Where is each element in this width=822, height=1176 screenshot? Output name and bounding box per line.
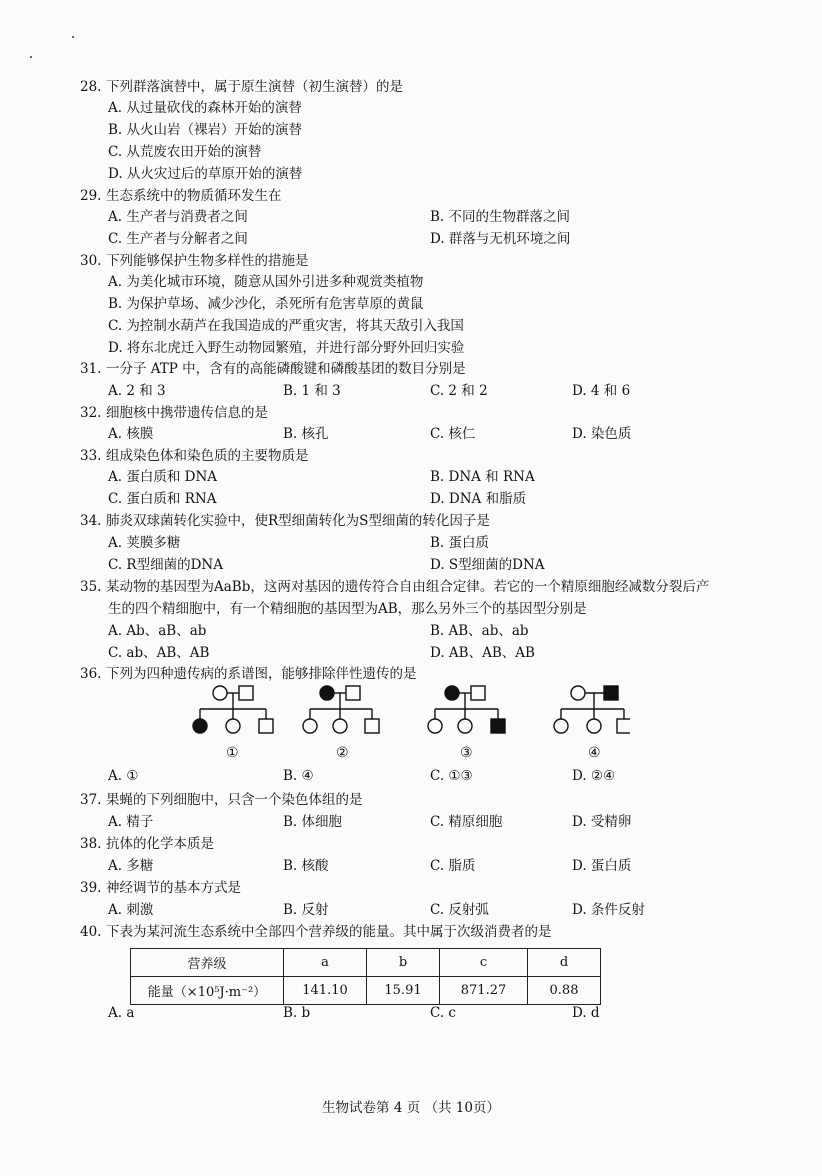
q36-option-d: D. ②④ <box>572 768 616 784</box>
q36-option-a: A. ① <box>108 768 139 784</box>
question-29: 29. 生态系统中的物质循环发生在 <box>80 188 282 204</box>
pedigree-1 <box>193 686 273 733</box>
pedigree-label-1: ① <box>226 745 239 761</box>
q33-option-b: B. DNA 和 RNA <box>430 469 535 485</box>
q33-option-d: D. DNA 和脂质 <box>430 491 527 507</box>
q32-option-d: D. 染色质 <box>572 426 632 442</box>
q34-option-d: D. S型细菌的DNA <box>430 557 545 573</box>
table-header-cell: a <box>284 949 367 977</box>
child-male-normal <box>259 719 273 733</box>
q38-option-c: C. 脂质 <box>430 858 476 874</box>
q38-option-d: D. 蛋白质 <box>572 858 632 874</box>
q31-option-b: B. 1 和 3 <box>283 383 341 399</box>
scan-speck <box>30 56 32 58</box>
child-female-normal <box>333 719 347 733</box>
energy-table <box>130 948 601 1005</box>
q36-option-c: C. ①③ <box>430 768 473 784</box>
child-female-normal <box>303 719 317 733</box>
question-32: 32. 细胞核中携带遗传信息的是 <box>80 405 268 421</box>
pedigree-4 <box>554 686 630 733</box>
q37-option-c: C. 精原细胞 <box>430 814 503 830</box>
q38-option-a: A. 多糖 <box>108 858 154 874</box>
table-row-label: 能量（×10⁵J·m⁻²） <box>131 977 284 1005</box>
q28-option-a: A. 从过量砍伐的森林开始的演替 <box>108 100 302 116</box>
question-35: 35. 某动物的基因型为AaBb，这两对基因的遗传符合自由组合定律。若它的一个精原细胞经减数分裂后产 <box>80 579 710 595</box>
table-header-cell: b <box>367 949 440 977</box>
question-33: 33. 组成染色体和染色质的主要物质是 <box>80 448 309 464</box>
q31-option-c: C. 2 和 2 <box>430 383 488 399</box>
child-female-affected <box>193 719 207 733</box>
question-36: 36. 下列为四种遗传病的系谱图，能够排除伴性遗传的是 <box>80 666 417 682</box>
child-female-normal <box>226 719 240 733</box>
q36-option-b: B. ④ <box>283 768 314 784</box>
table-header-cell: c <box>440 949 528 977</box>
q39-option-b: B. 反射 <box>283 902 329 918</box>
question-40: 40. 下表为某河流生态系统中全部四个营养级的能量。其中属于次级消费者的是 <box>80 924 552 940</box>
q39-option-a: A. 刺激 <box>108 902 154 918</box>
pedigree-label-2: ② <box>336 745 349 761</box>
q32-option-b: B. 核孔 <box>283 426 329 442</box>
q29-option-c: C. 生产者与分解者之间 <box>108 231 248 247</box>
table-header-row <box>131 949 601 977</box>
table-cell: 0.88 <box>528 977 601 1005</box>
pedigree-2 <box>303 686 379 733</box>
q33-option-c: C. 蛋白质和 RNA <box>108 491 217 507</box>
table-header-cell: 营养级 <box>131 949 284 977</box>
q29-option-a: A. 生产者与消费者之间 <box>108 209 248 225</box>
child-male-normal <box>617 719 630 733</box>
question-30: 30. 下列能够保护生物多样性的措施是 <box>80 253 309 269</box>
table-cell: 871.27 <box>440 977 528 1005</box>
table-header-cell: d <box>528 949 601 977</box>
q40-option-a: A. a <box>108 1005 135 1021</box>
parent-female-normal <box>213 686 227 700</box>
question-31: 31. 一分子 ATP 中，含有的高能磷酸键和磷酸基团的数目分别是 <box>80 361 466 377</box>
q38-option-b: B. 核酸 <box>283 858 329 874</box>
parent-male-affected <box>604 686 618 700</box>
page-footer: 生物试卷第 4 页 （共 10页） <box>322 1100 500 1116</box>
question-38: 38. 抗体的化学本质是 <box>80 836 214 852</box>
q33-option-a: A. 蛋白质和 DNA <box>108 469 218 485</box>
q35-option-a: A. Ab、aB、ab <box>108 623 207 639</box>
pedigree-charts <box>180 683 630 743</box>
q39-option-d: D. 条件反射 <box>572 902 645 918</box>
parent-female-normal <box>571 686 585 700</box>
q31-option-d: D. 4 和 6 <box>572 383 631 399</box>
child-female-normal <box>587 719 601 733</box>
scan-speck <box>72 36 74 38</box>
q28-option-b: B. 从火山岩（裸岩）开始的演替 <box>108 122 303 138</box>
q32-option-c: C. 核仁 <box>430 426 476 442</box>
q37-option-a: A. 精子 <box>108 814 154 830</box>
q35-option-c: C. ab、AB、AB <box>108 645 210 661</box>
child-female-normal <box>554 719 568 733</box>
parent-male-normal <box>346 686 360 700</box>
q35-option-b: B. AB、ab、ab <box>430 623 529 639</box>
q31-option-a: A. 2 和 3 <box>108 383 166 399</box>
question-39: 39. 神经调节的基本方式是 <box>80 880 241 896</box>
q40-option-d: D. d <box>572 1005 600 1021</box>
parent-female-affected <box>320 686 334 700</box>
table-cell: 15.91 <box>367 977 440 1005</box>
q32-option-a: A. 核膜 <box>108 426 154 442</box>
child-male-normal <box>365 719 379 733</box>
q28-option-d: D. 从火灾过后的草原开始的演替 <box>108 166 303 182</box>
q30-option-c: C. 为控制水葫芦在我国造成的严重灾害，将其天敌引入我国 <box>108 318 464 334</box>
child-female-normal <box>428 719 442 733</box>
q30-option-a: A. 为美化城市环境，随意从国外引进多种观赏类植物 <box>108 274 424 290</box>
pedigree-label-4: ④ <box>588 745 601 761</box>
q40-option-c: C. c <box>430 1005 456 1021</box>
q35-option-d: D. AB、AB、AB <box>430 645 535 661</box>
question-37: 37. 果蝇的下列细胞中，只含一个染色体组的是 <box>80 792 363 808</box>
q37-option-b: B. 体细胞 <box>283 814 343 830</box>
question-35-continued: 生的四个精细胞中，有一个精细胞的基因型为AB，那么另外三个的基因型分别是 <box>108 601 587 617</box>
q28-option-c: C. 从荒废农田开始的演替 <box>108 144 262 160</box>
q39-option-c: C. 反射弧 <box>430 902 489 918</box>
q37-option-d: D. 受精卵 <box>572 814 632 830</box>
q34-option-c: C. R型细菌的DNA <box>108 557 223 573</box>
parent-male-normal <box>239 686 253 700</box>
q30-option-b: B. 为保护草场、减少沙化，杀死所有危害草原的黄鼠 <box>108 296 424 312</box>
q40-option-b: B. b <box>283 1005 311 1021</box>
question-34: 34. 肺炎双球菌转化实验中，使R型细菌转化为S型细菌的转化因子是 <box>80 513 490 529</box>
child-male-affected <box>491 719 505 733</box>
parent-male-normal <box>471 686 485 700</box>
q34-option-b: B. 蛋白质 <box>430 535 490 551</box>
q34-option-a: A. 荚膜多糖 <box>108 535 181 551</box>
q30-option-d: D. 将东北虎迁入野生动物园繁殖，并进行部分野外回归实验 <box>108 340 465 356</box>
q29-option-d: D. 群落与无机环境之间 <box>430 231 571 247</box>
table-cell: 141.10 <box>284 977 367 1005</box>
question-28: 28. 下列群落演替中，属于原生演替（初生演替）的是 <box>80 79 403 95</box>
pedigree-3 <box>428 686 505 733</box>
table-row <box>131 977 601 1005</box>
q29-option-b: B. 不同的生物群落之间 <box>430 209 571 225</box>
pedigree-label-3: ③ <box>460 745 473 761</box>
child-female-normal <box>458 719 472 733</box>
parent-female-affected <box>445 686 459 700</box>
